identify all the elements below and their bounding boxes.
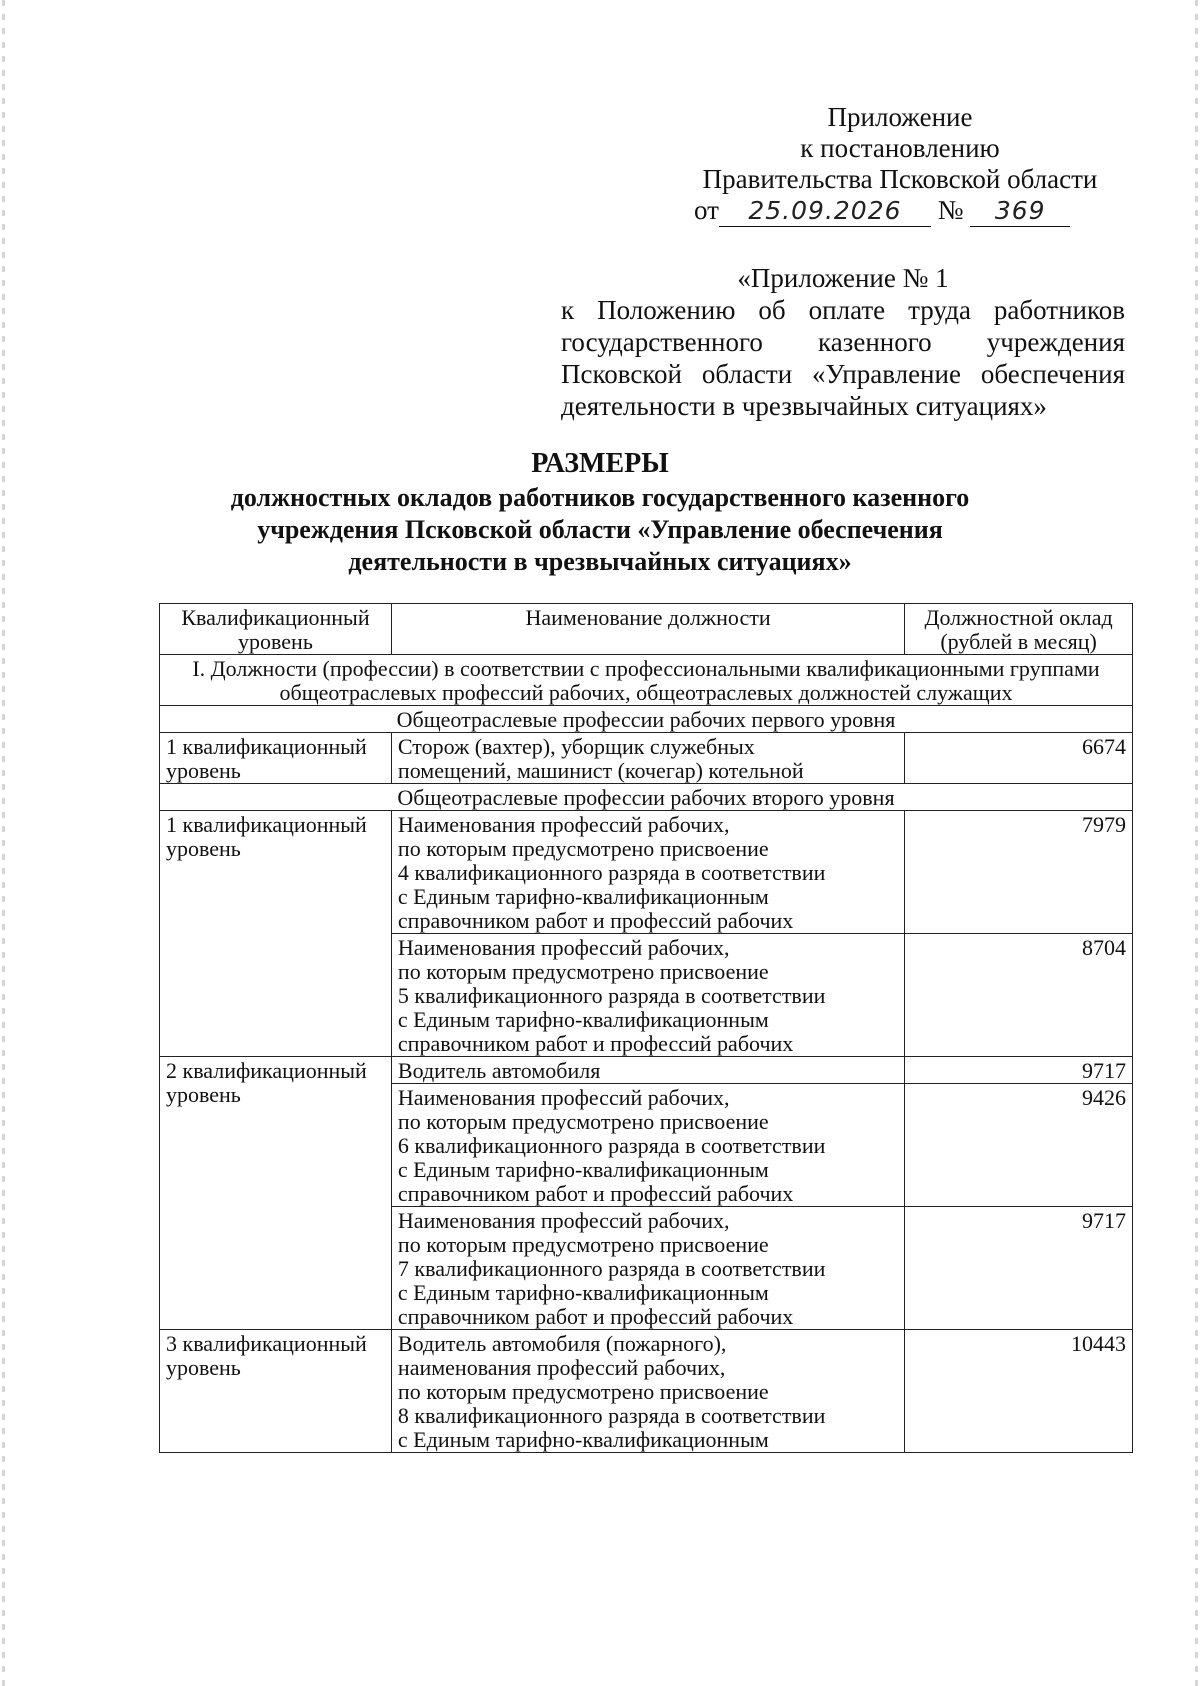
from-label: от (694, 195, 719, 225)
appendix-line-2: к Положению об оплате труда работников (561, 295, 1125, 325)
table-row (160, 811, 1133, 934)
title-main: РАЗМЕРЫ (531, 448, 669, 479)
scan-edge-right (1195, 0, 1198, 1686)
header-line-appendix: Приложение (827, 102, 973, 132)
group-title-second-level: Общеотраслевые профессии рабочих второго уровня (160, 784, 1133, 811)
cell-position: Наименования профессий рабочих, по которым предусмотрено присвоение 4 квалификационного разряда в соответствии с Единым тарифно-квалификационным справочником работ и профессий рабочих (391, 811, 904, 934)
number-label: № (937, 195, 964, 225)
cell-level: 2 квалификационный уровень (160, 1057, 392, 1330)
cell-salary: 8704 (905, 934, 1133, 1057)
header-position: Наименование должности (391, 604, 904, 655)
table-header-row (160, 604, 1133, 655)
title-line-2: учреждения Псковской области «Управление обеспечения (257, 515, 943, 544)
document-title (170, 448, 1030, 578)
appendix-reference (561, 262, 1125, 422)
cell-position: Наименования профессий рабочих, по которым предусмотрено присвоение 5 квалификационного разряда в соответствии с Единым тарифно-квалификационным справочником работ и профессий рабочих (391, 934, 904, 1057)
cell-position: Наименования профессий рабочих, по которым предусмотрено присвоение 6 квалификационного разряда в соответствии с Единым тарифно-квалификационным справочником работ и профессий рабочих (391, 1084, 904, 1207)
cell-position: Водитель автомобиля (пожарного), наименования профессий рабочих, по которым предусмотрено присвоение 8 квалификационного разряда в соответствии с Единым тарифно-квалификационным (391, 1330, 904, 1453)
cell-salary: 7979 (905, 811, 1133, 934)
cell-salary: 10443 (905, 1330, 1133, 1453)
title-line-3: деятельности в чрезвычайных ситуациях» (348, 547, 852, 576)
group-title-first-level: Общеотраслевые профессии рабочих первого уровня (160, 706, 1133, 733)
table-row (160, 1057, 1133, 1084)
appendix-line-1: «Приложение № 1 (737, 263, 949, 293)
salary-table (159, 603, 1133, 1453)
handwritten-date: 25.09.2026 (719, 195, 931, 227)
handwritten-number: 369 (970, 195, 1070, 227)
appendix-line-5: деятельности в чрезвычайных ситуациях» (561, 391, 1047, 421)
table-row (160, 1330, 1133, 1453)
header-line-resolution: к постановлению (800, 133, 1000, 163)
table-row (160, 733, 1133, 784)
title-line-1: должностных окладов работников государственного казенного (230, 483, 970, 512)
cell-level: 1 квалификационный уровень (160, 811, 392, 1057)
header-date-number-line (690, 195, 1110, 227)
group-row (160, 784, 1133, 811)
cell-position: Наименования профессий рабочих, по которым предусмотрено присвоение 7 квалификационного разряда в соответствии с Единым тарифно-квалификационным справочником работ и профессий рабочих (391, 1207, 904, 1330)
cell-level: 3 квалификационный уровень (160, 1330, 392, 1453)
cell-salary: 9426 (905, 1084, 1133, 1207)
header-level: Квалификационный уровень (160, 604, 392, 655)
cell-position: Сторож (вахтер), уборщик служебных помещений, машинист (кочегар) котельной (391, 733, 904, 784)
cell-level: 1 квалификационный уровень (160, 733, 392, 784)
appendix-line-4: Псковской области «Управление обеспечения (561, 359, 1125, 389)
scan-edge-left (2, 0, 5, 1686)
section-row (160, 655, 1133, 706)
section-title: I. Должности (профессии) в соответствии с профессиональными квалификационными группами общеотраслевых профессий рабочих, общеотраслевых должностей служащих (160, 655, 1133, 706)
approval-header (690, 102, 1110, 227)
cell-salary: 9717 (905, 1207, 1133, 1330)
group-row (160, 706, 1133, 733)
appendix-line-3: государственного казенного учреждения (561, 327, 1125, 357)
cell-position: Водитель автомобиля (391, 1057, 904, 1084)
header-line-government: Правительства Псковской области (702, 164, 1098, 194)
cell-salary: 6674 (905, 733, 1133, 784)
cell-salary: 9717 (905, 1057, 1133, 1084)
header-salary: Должностной оклад (рублей в месяц) (905, 604, 1133, 655)
